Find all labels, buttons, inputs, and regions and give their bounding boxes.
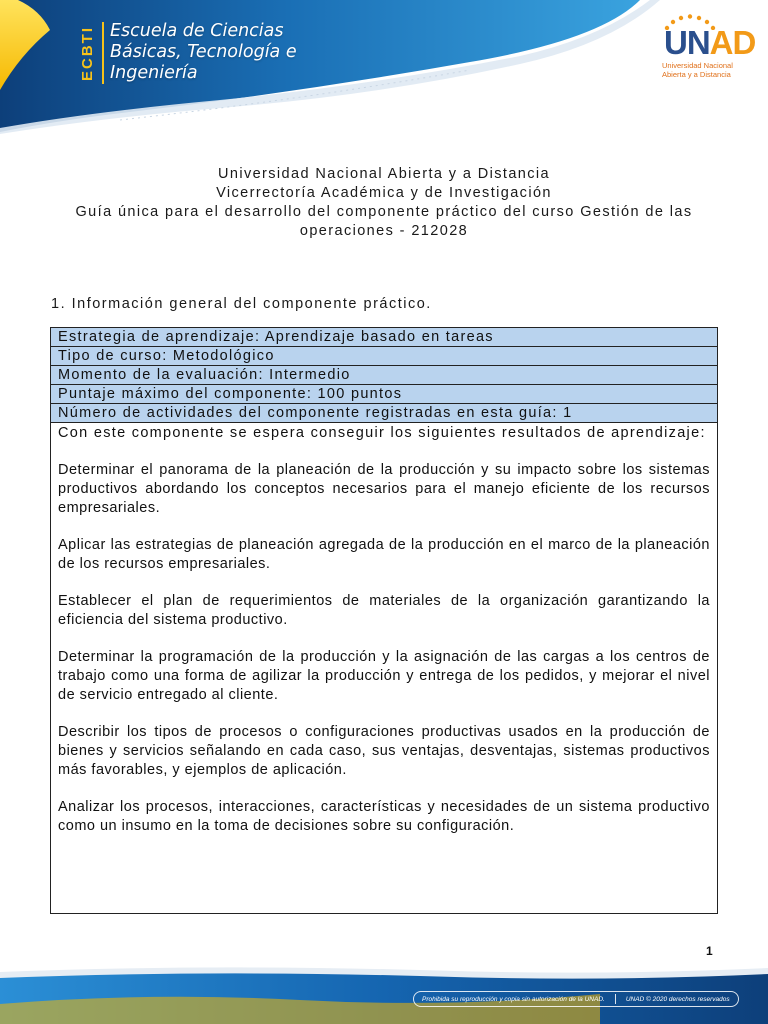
learning-outcome: Determinar la programación de la producción y la asignación de las cargas a los centros de trabajo como una forma de agilizar la producción y entrega de los pedidos, y mejorar el nivel de servicio entregado al cliente. [58,649,710,703]
table-row [51,366,718,385]
page-header [0,0,768,135]
document-title-block [40,165,728,241]
table-row [51,347,718,366]
course-type-cell: Tipo de curso: Metodológico [51,347,718,366]
reproduction-notice: Prohibida su reproducción y copia sin autorización de la UNAD. [422,995,605,1003]
guide-title-line-2: operaciones - 212028 [299,223,469,239]
logo-subtitle: Universidad Nacional Abierta y a Distancia [662,61,733,79]
max-score-cell: Puntaje máximo del componente: 100 puntos [51,385,718,404]
logo-wordmark: UNAD [664,24,756,61]
guide-title-line-1: Guía única para el desarrollo del componente práctico del curso Gestión de las [75,204,693,220]
learning-outcome: Analizar los procesos, interacciones, características y necesidades de un sistema productivo como un insumo en la toma de decisiones sobre su configuración. [58,799,710,834]
table-row [51,423,718,914]
section-heading: 1. Información general del componente práctico. [51,296,432,312]
table-row [51,328,718,347]
learning-outcomes-intro: Con este componente se espera conseguir los siguientes resultados de aprendizaje: [58,425,706,441]
evaluation-moment-cell: Momento de la evaluación: Intermedio [51,366,718,385]
school-name: Escuela de Ciencias Básicas, Tecnología e Ingeniería [110,21,297,83]
learning-outcome: Determinar el panorama de la planeación de la producción y su impacto sobre los sistemas productivos abordando los conceptos necesarios para el manejo eficiente de los recursos empresariales. [58,462,710,516]
learning-outcome: Describir los tipos de procesos o configuraciones productivas usados en la producción de bienes y servicios señalando en cada caso, sus ventajas, desventajas, sistemas productivos más favorables, y ejemplos de aplicación. [58,724,710,778]
footer-notice-box [413,991,739,1007]
component-info-table [50,327,718,914]
university-title: Universidad Nacional Abierta y a Distancia [217,166,551,182]
learning-outcome: Aplicar las estrategias de planeación agregada de la producción en el marco de la planeación de los recursos empresariales. [58,537,710,572]
activities-count-cell: Número de actividades del componente registradas en esta guía: 1 [51,404,718,423]
unad-logo [658,14,756,84]
learning-outcome: Establecer el plan de requerimientos de materiales de la organización garantizando la eficiencia del sistema productivo. [58,593,710,628]
table-row [51,385,718,404]
learning-outcomes-cell [51,423,718,914]
page-footer [0,964,768,1024]
strategy-cell: Estrategia de aprendizaje: Aprendizaje basado en tareas [51,328,718,347]
copyright-notice: UNAD © 2020 derechos reservados [625,995,730,1003]
page-number: 1 [706,944,713,958]
ecbti-tag: ECBTI [78,25,96,81]
footer-separator [615,994,616,1004]
table-row [51,404,718,423]
vicerrectoria-title: Vicerrectoría Académica y de Investigación [216,185,552,201]
ecbti-divider [102,22,104,84]
